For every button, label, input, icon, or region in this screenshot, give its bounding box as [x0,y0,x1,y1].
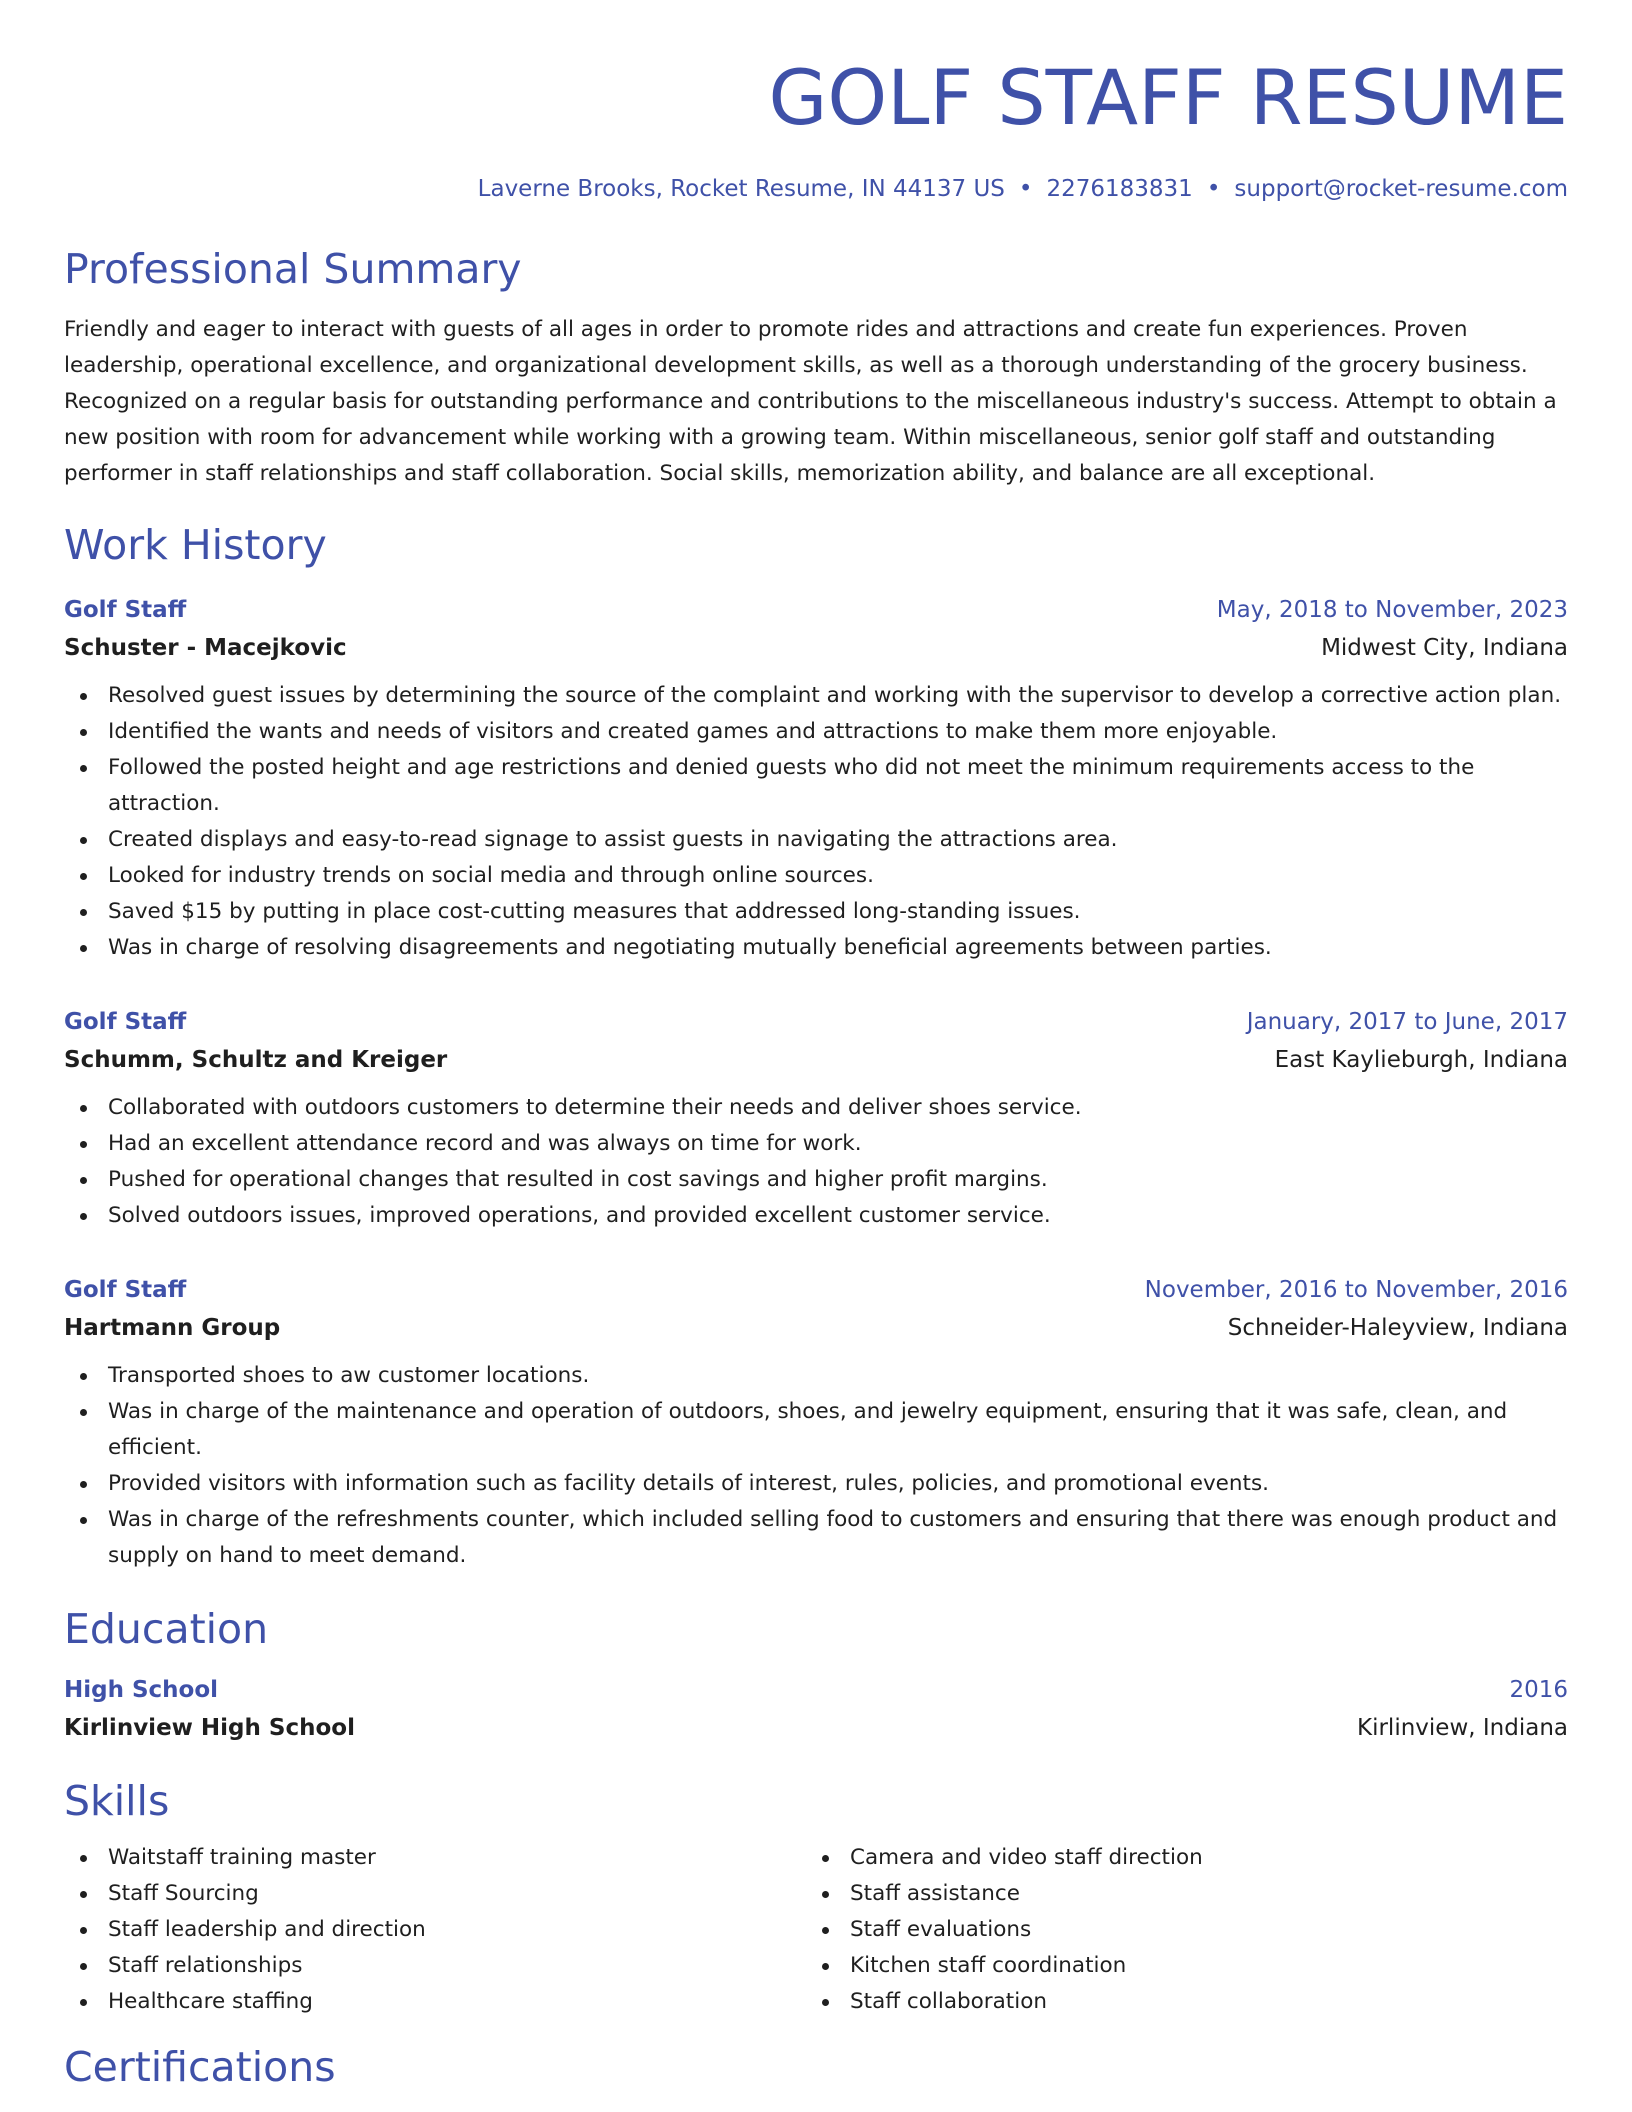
education-heading: Education [64,1605,269,1653]
job-bullet: Transported shoes to aw customer locations. [64,1358,1568,1394]
job-company: Schuster - Macejkovic [64,635,347,661]
skills-heading: Skills [64,1777,170,1825]
job-bullet: Pushed for operational changes that resulted in cost savings and higher profit margins. [64,1162,1568,1198]
resume-title: GOLF STAFF RESUME [768,53,1568,142]
skills-list-left [64,1840,806,2020]
job-bullet: Was in charge of the refreshments counter, which included selling food to customers and ensuring that there was enough product and supply on hand to meet demand. [64,1502,1568,1574]
skills-list-right [806,1840,1548,2020]
skill-item: Staff collaboration [806,1984,1548,2020]
skills-columns [64,1840,1568,2020]
skill-item: Camera and video staff direction [806,1840,1548,1876]
job-bullet: Identified the wants and needs of visitors and created games and attractions to make them more enjoyable. [64,714,1568,750]
job-bullet: Was in charge of the maintenance and operation of outdoors, shoes, and jewelry equipment, ensuring that it was safe, clean, and efficient. [64,1394,1568,1466]
skill-item: Waitstaff training master [64,1840,806,1876]
job-entry [64,1006,1568,1234]
job-company: Hartmann Group [64,1315,281,1341]
job-bullet: Had an excellent attendance record and was always on time for work. [64,1126,1568,1162]
contact-line [64,174,1568,204]
job-entry [64,594,1568,966]
contact-phone: 2276183831 [1046,176,1193,202]
certifications-heading: Certifications [64,2043,336,2091]
education-degree: High School [64,1677,219,1703]
job-bullet: Solved outdoors issues, improved operations, and provided excellent customer service. [64,1198,1568,1234]
job-bullet: Collaborated with outdoors customers to determine their needs and deliver shoes service. [64,1090,1568,1126]
education-year: 2016 [1509,1677,1568,1703]
contact-email[interactable]: support@rocket-resume.com [1234,176,1568,202]
job-bullet: Was in charge of resolving disagreements and negotiating mutually beneficial agreements between parties. [64,930,1568,966]
resume-page [64,50,1568,2092]
education-location: Kirlinview, Indiana [1357,1715,1568,1741]
job-bullet: Followed the posted height and age restrictions and denied guests who did not meet the minimum requirements access to the attraction. [64,750,1568,822]
job-company: Schumm, Schultz and Kreiger [64,1047,448,1073]
education-school: Kirlinview High School [64,1715,355,1741]
contact-address: Laverne Brooks, Rocket Resume, IN 44137 US [477,176,1005,202]
work-history-heading: Work History [64,521,327,569]
job-role: Golf Staff [64,597,187,623]
job-bullets [64,1358,1568,1574]
job-bullets [64,678,1568,966]
job-location: Midwest City, Indiana [1321,635,1568,661]
job-location: Schneider-Haleyview, Indiana [1227,1315,1568,1341]
job-bullet: Looked for industry trends on social media and through online sources. [64,858,1568,894]
job-bullet: Resolved guest issues by determining the source of the complaint and working with the supervisor to develop a corrective action plan. [64,678,1568,714]
skill-item: Staff Sourcing [64,1876,806,1912]
job-dates: November, 2016 to November, 2016 [1144,1277,1568,1303]
summary-text: Friendly and eager to interact with guests of all ages in order to promote rides and attractions and create fun experiences. Proven leadership, operational excellence, and organizational development skills, as well as a thorough understanding of the grocery business. Recognized on a regular basis for outstanding performance and contributions to the miscellaneous industry's success. Attempt to obtain a new position with room for advancement while working with a growing team. Within miscellaneous, senior golf staff and outstanding performer in staff relationships and staff collaboration. Social skills, memorization ability, and balance are all exceptional. [64,317,1557,486]
skill-item: Staff relationships [64,1948,806,1984]
contact-separator: • [1206,176,1221,202]
job-bullet: Provided visitors with information such as facility details of interest, rules, policies, and promotional events. [64,1466,1568,1502]
job-dates: January, 2017 to June, 2017 [1246,1009,1568,1035]
skill-item: Staff evaluations [806,1912,1548,1948]
skill-item: Kitchen staff coordination [806,1948,1548,1984]
job-dates: May, 2018 to November, 2023 [1216,597,1568,623]
job-location: East Kaylieburgh, Indiana [1274,1047,1568,1073]
summary-heading: Professional Summary [64,245,522,293]
contact-separator: • [1018,176,1033,202]
skill-item: Staff leadership and direction [64,1912,806,1948]
job-entry [64,1274,1568,1574]
job-role: Golf Staff [64,1277,187,1303]
education-entry [64,1674,1568,1746]
job-bullet: Created displays and easy-to-read signage to assist guests in navigating the attractions area. [64,822,1568,858]
job-role: Golf Staff [64,1009,187,1035]
skill-item: Healthcare staffing [64,1984,806,2020]
skill-item: Staff assistance [806,1876,1548,1912]
job-bullet: Saved $15 by putting in place cost-cutting measures that addressed long-standing issues. [64,894,1568,930]
job-bullets [64,1090,1568,1234]
